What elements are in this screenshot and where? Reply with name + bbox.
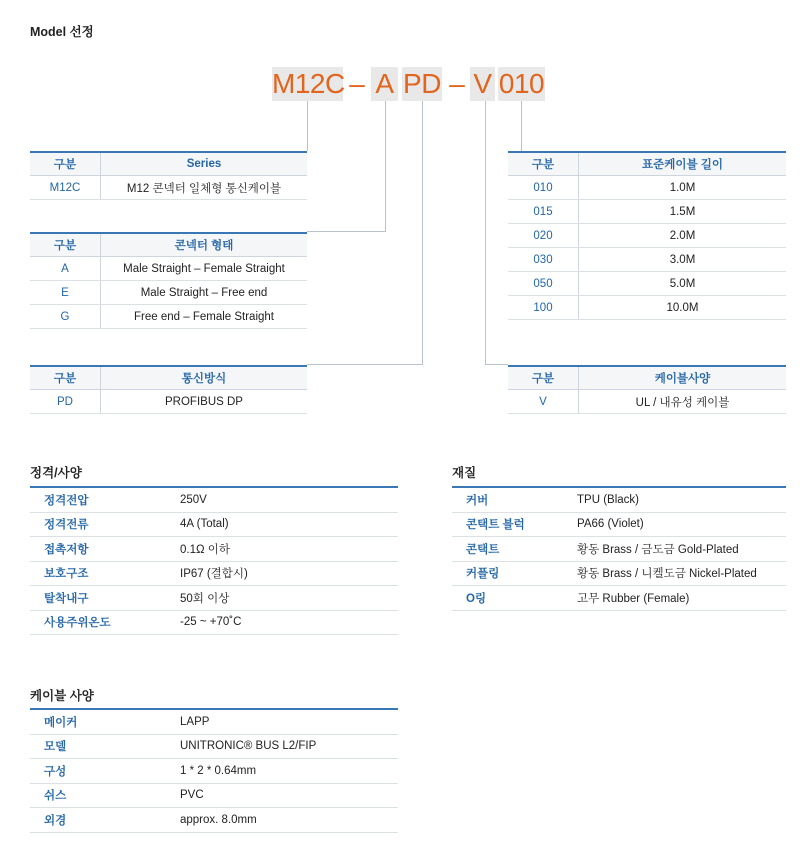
table-row — [30, 709, 398, 734]
desc-cell: 3.0M — [579, 248, 787, 272]
material-table — [452, 486, 786, 611]
connector-line — [307, 231, 385, 232]
table-row — [30, 281, 307, 305]
table-row — [508, 248, 786, 272]
code-cell: PD — [30, 390, 101, 414]
spec-label: 커플링 — [452, 561, 563, 586]
code-cell: 010 — [508, 176, 579, 200]
code-cell: M12C — [30, 176, 101, 200]
material-title: 재질 — [452, 466, 477, 480]
comm-type-table — [30, 365, 307, 414]
column-header: 통신방식 — [101, 366, 308, 390]
spec-value: PVC — [166, 783, 398, 808]
spec-label: 사용주위온도 — [30, 610, 166, 635]
column-header: 구분 — [508, 366, 579, 390]
spec-label: 콘택트 — [452, 537, 563, 562]
connector-line — [422, 101, 423, 365]
desc-cell: 5.0M — [579, 272, 787, 296]
code-cell: 100 — [508, 296, 579, 320]
connector-line — [307, 101, 308, 151]
spec-value: -25 ~ +70˚C — [166, 610, 398, 635]
spec-value: 황동 Brass / 니켈도금 Nickel-Plated — [563, 561, 786, 586]
desc-cell: 2.0M — [579, 224, 787, 248]
desc-cell: 1.5M — [579, 200, 787, 224]
table-row — [452, 512, 786, 537]
table-row — [30, 305, 307, 329]
column-header: 표준케이블 길이 — [579, 152, 787, 176]
spec-value: PA66 (Violet) — [563, 512, 786, 537]
code-cell: 020 — [508, 224, 579, 248]
rating-title: 정격/사양 — [30, 466, 82, 480]
table-row — [508, 224, 786, 248]
spec-value: 고무 Rubber (Female) — [563, 586, 786, 611]
desc-cell: 10.0M — [579, 296, 787, 320]
cable-length-table — [508, 151, 786, 320]
code-cell: 050 — [508, 272, 579, 296]
code-cell: 030 — [508, 248, 579, 272]
spec-value: 4A (Total) — [166, 512, 398, 537]
spec-value: 황동 Brass / 금도금 Gold-Plated — [563, 537, 786, 562]
spec-label: 외경 — [30, 808, 166, 833]
spec-label: 메이커 — [30, 709, 166, 734]
spec-value: UNITRONIC® BUS L2/FIP — [166, 734, 398, 759]
desc-cell: M12 콘넥터 일체형 통신케이블 — [101, 176, 308, 200]
desc-cell: Male Straight – Free end — [101, 281, 308, 305]
spec-value: 1 * 2 * 0.64mm — [166, 759, 398, 784]
code-cell: A — [30, 257, 101, 281]
spec-label: 모델 — [30, 734, 166, 759]
spec-value: approx. 8.0mm — [166, 808, 398, 833]
table-row — [30, 257, 307, 281]
table-row — [30, 561, 398, 586]
code-cell: V — [508, 390, 579, 414]
table-row — [30, 808, 398, 833]
spec-value: IP67 (결합시) — [166, 561, 398, 586]
spec-value: 0.1Ω 이하 — [166, 537, 398, 562]
connector-line — [307, 364, 422, 365]
column-header: 케이블사양 — [579, 366, 787, 390]
connector-line — [485, 101, 486, 365]
table-row — [30, 783, 398, 808]
column-header: 구분 — [30, 366, 101, 390]
code-dash: – — [449, 68, 465, 99]
spec-label: 접촉저항 — [30, 537, 166, 562]
code-dash: – — [349, 68, 365, 99]
spec-label: 탈착내구 — [30, 586, 166, 611]
rating-table — [30, 486, 398, 635]
table-row — [30, 759, 398, 784]
table-row — [30, 176, 307, 200]
spec-label: 커버 — [452, 487, 563, 512]
code-cell: 015 — [508, 200, 579, 224]
spec-label: 보호구조 — [30, 561, 166, 586]
column-header: Series — [101, 152, 308, 176]
series-table — [30, 151, 307, 200]
column-header: 구분 — [30, 233, 101, 257]
code-length: 010 — [498, 68, 545, 99]
column-header: 구분 — [30, 152, 101, 176]
spec-label: 콘택트 블럭 — [452, 512, 563, 537]
spec-value: TPU (Black) — [563, 487, 786, 512]
code-connector: A — [371, 67, 398, 101]
desc-cell: Male Straight – Female Straight — [101, 257, 308, 281]
connector-line — [521, 101, 522, 151]
desc-cell: Free end – Female Straight — [101, 305, 308, 329]
desc-cell: PROFIBUS DP — [101, 390, 308, 414]
code-cable-type: V — [470, 67, 495, 101]
table-row — [452, 586, 786, 611]
table-row — [30, 390, 307, 414]
table-row — [508, 296, 786, 320]
connector-line — [385, 101, 386, 232]
spec-label: 정격전류 — [30, 512, 166, 537]
table-row — [508, 390, 786, 414]
model-select-title: Model 선정 — [30, 25, 94, 39]
spec-label: O링 — [452, 586, 563, 611]
table-row — [508, 176, 786, 200]
table-row — [508, 200, 786, 224]
spec-value: 250V — [166, 487, 398, 512]
column-header: 구분 — [508, 152, 579, 176]
spec-value: LAPP — [166, 709, 398, 734]
column-header: 콘넥터 형태 — [101, 233, 308, 257]
cable-spec-table — [30, 708, 398, 833]
table-row — [30, 537, 398, 562]
table-row — [30, 734, 398, 759]
code-cell: E — [30, 281, 101, 305]
code-series: M12C — [272, 68, 345, 99]
table-row — [508, 272, 786, 296]
spec-label: 쉬스 — [30, 783, 166, 808]
spec-label: 구성 — [30, 759, 166, 784]
spec-label: 정격전압 — [30, 487, 166, 512]
spec-value: 50회 이상 — [166, 586, 398, 611]
table-row — [452, 561, 786, 586]
table-row — [30, 586, 398, 611]
table-row — [452, 537, 786, 562]
connector-line — [485, 364, 508, 365]
table-row — [452, 487, 786, 512]
table-row — [30, 512, 398, 537]
cable-spec-title: 케이블 사양 — [30, 689, 94, 703]
cable-type-table — [508, 365, 786, 414]
table-row — [30, 610, 398, 635]
code-comm: PD — [403, 68, 441, 99]
connector-type-table — [30, 232, 307, 329]
desc-cell: 1.0M — [579, 176, 787, 200]
code-cell: G — [30, 305, 101, 329]
table-row — [30, 487, 398, 512]
desc-cell: UL / 내유성 케이블 — [579, 390, 787, 414]
